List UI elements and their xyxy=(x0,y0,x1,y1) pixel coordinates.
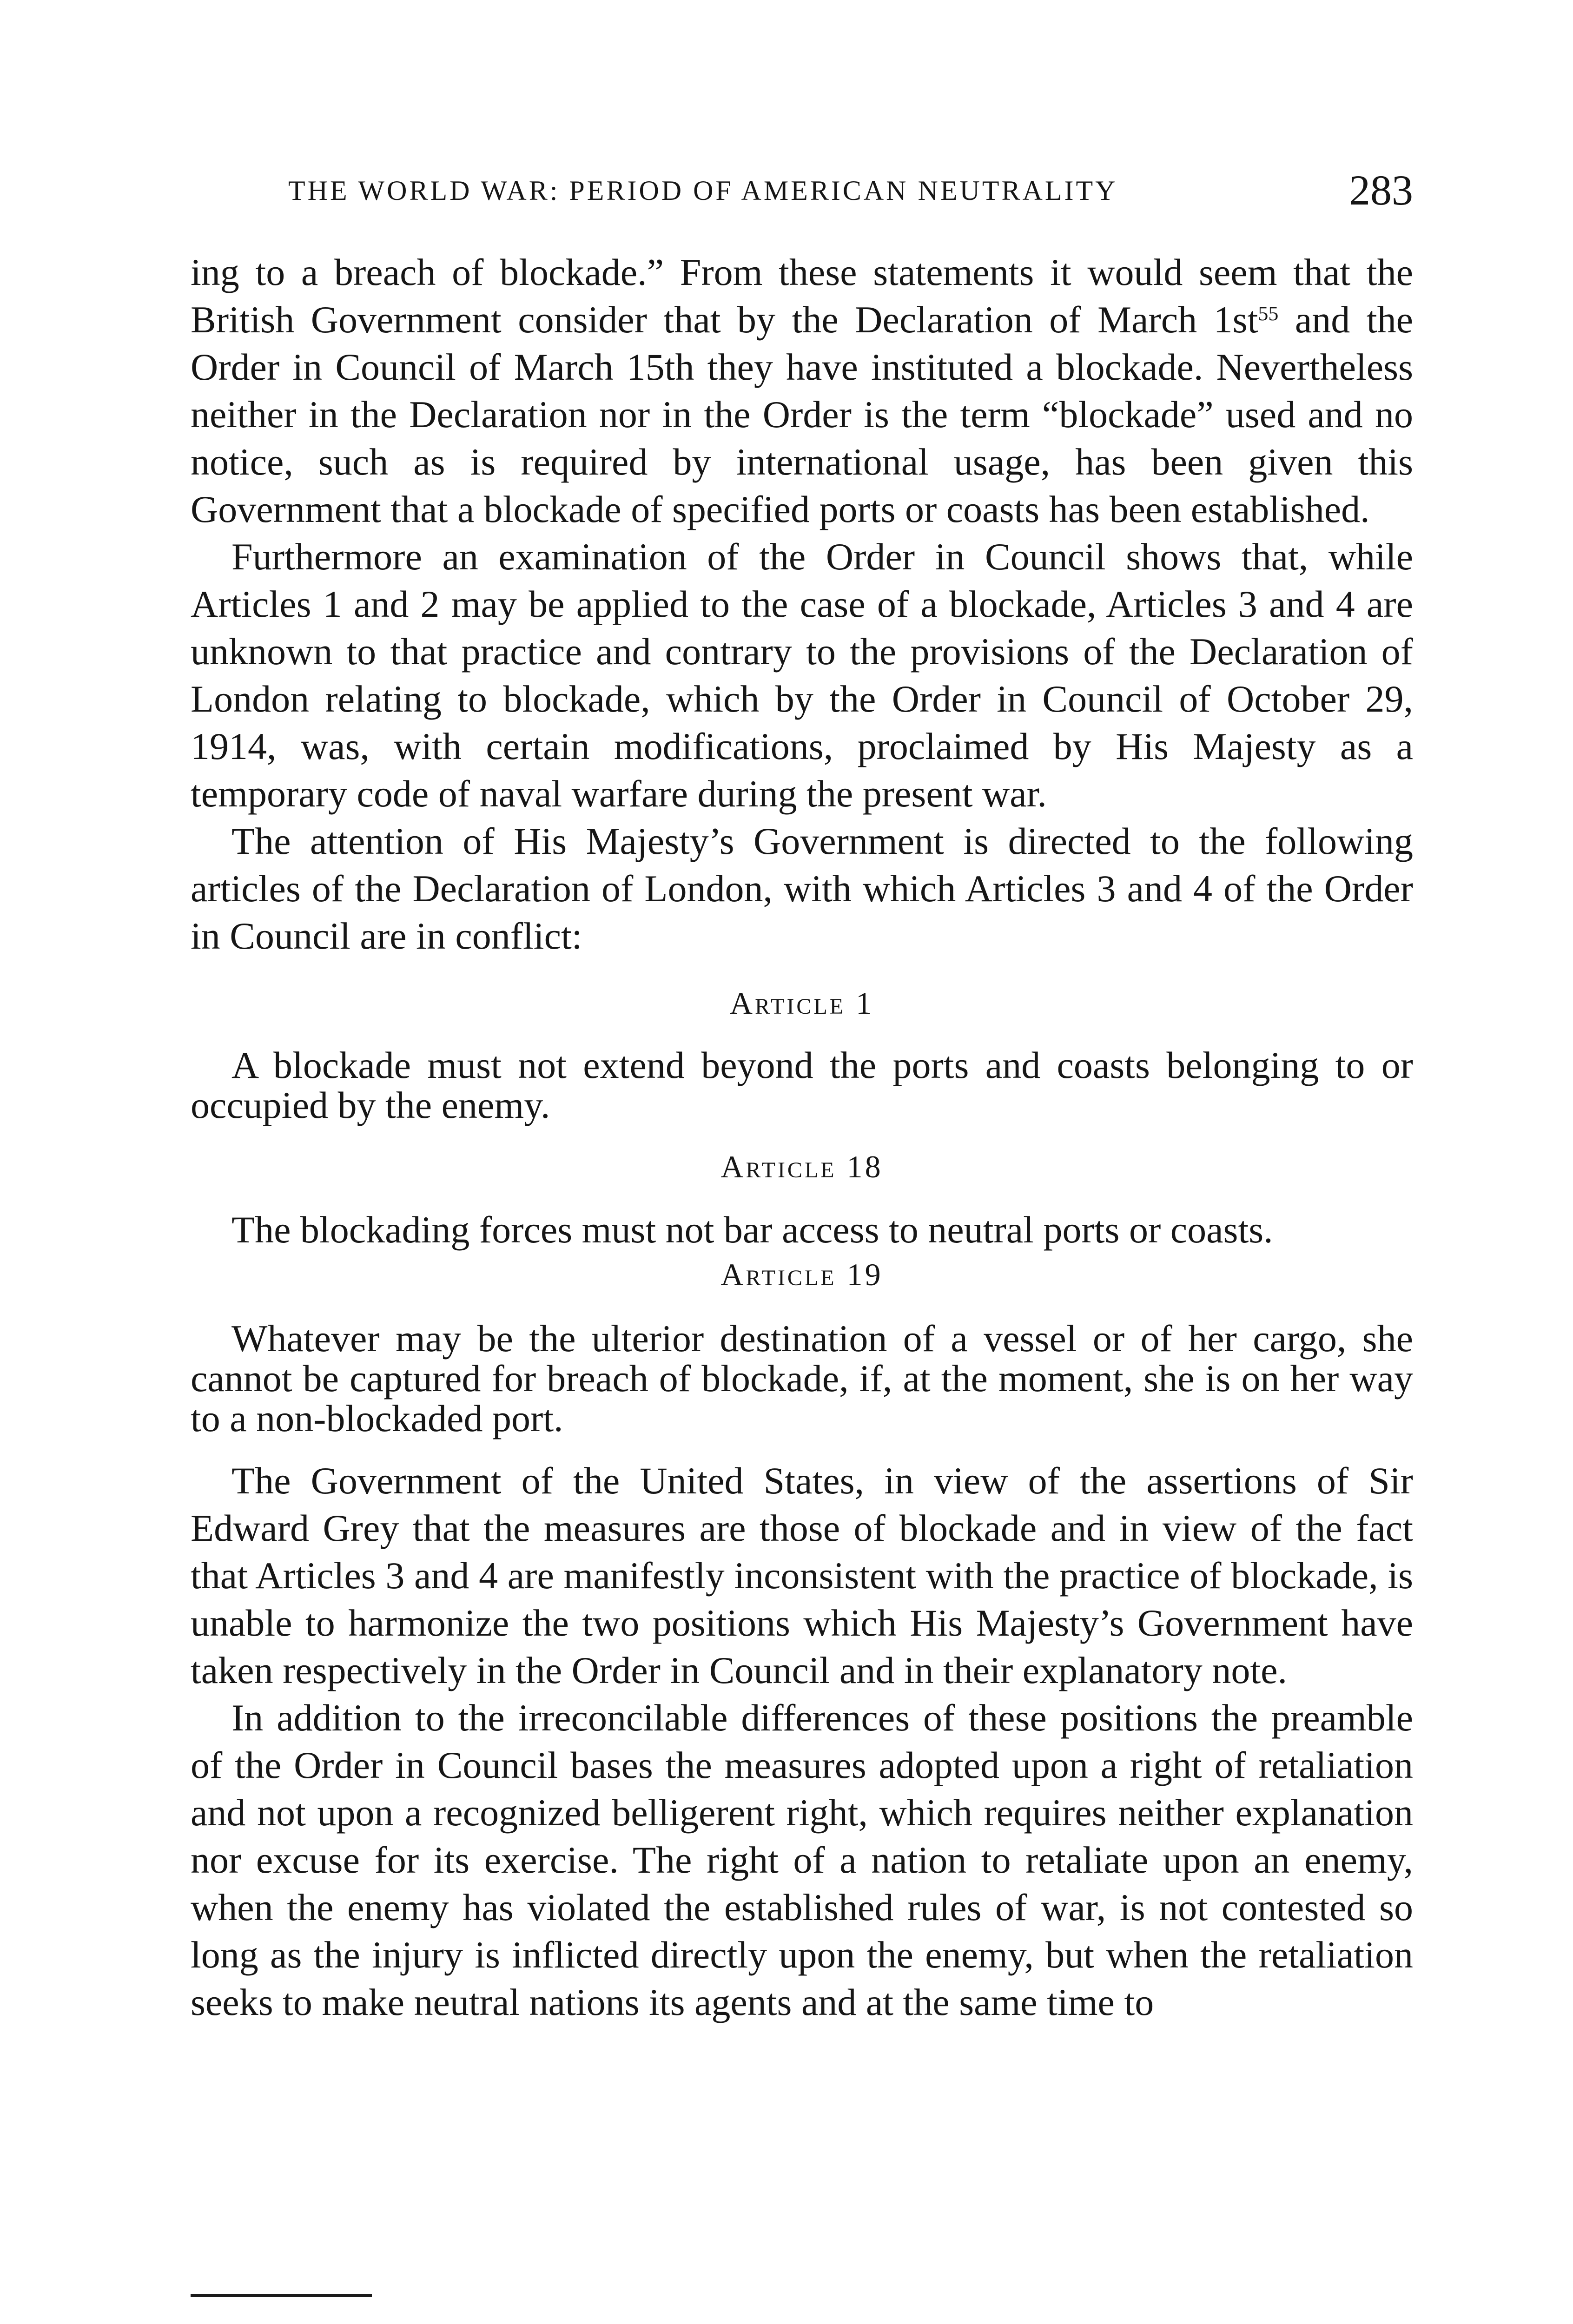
paragraph: The Government of the United States, in view of the assertions of Sir Edward Grey that the measures are those of blockade and in view of the fact that Articles 3 and 4 are manifestly inconsistent with the practice of blockade, is unable to harmonize the two positions which His Majesty’s Government have taken respectively in the Order in Council and in their explanatory note. xyxy=(191,1459,1413,1691)
running-head: THE WORLD WAR: PERIOD OF AMERICAN NEUTRALITY xyxy=(288,175,1118,206)
page-number: 283 xyxy=(1349,166,1413,214)
paragraph: In addition to the irreconcilable differences of these positions the preamble of the Order in Council bases the measures adopted upon a right of retaliation and not upon a recognized belligerent right, which requires neither explanation nor excuse for its exercise. The right of a nation to retaliate upon an enemy, when the enemy has violated the established rules of war, is not contested so long as the injury is inflicted directly upon the enemy, but when the retaliation seeks to make neutral nations its agents and at the same time to xyxy=(191,1697,1413,2023)
paragraph-text: and the Order in Council of March 15th they have instituted a blockade. Nevertheless neither in the Declaration nor in the Order is the term “blockade” used and no notice, such as is required by international usage, has been given this Government that a blockade of specified ports or coasts has been established. xyxy=(191,298,1414,530)
article-text: The blockading forces must not bar access to neutral ports or coasts. xyxy=(231,1208,1273,1251)
article-heading: Article 18 xyxy=(720,1149,883,1184)
footnote-reference: 55 xyxy=(1258,302,1279,325)
article-text: Whatever may be the ulterior destination of a vessel or of her cargo, she cannot be captured for breach of blockade, if, at the moment, she is on her way to a non-blockaded port. xyxy=(191,1317,1413,1439)
paragraph: Furthermore an examination of the Order in Council shows that, while Articles 1 and 2 may be applied to the case of a blockade, Articles 3 and 4 are unknown to that practice and contrary to the provisions of the Declaration of London relating to blockade, which by the Order in Council of October 29, 1914, was, with certain modifications, proclaimed by His Majesty as a temporary code of naval warfare during the present war. xyxy=(191,535,1413,815)
paragraph-continuation xyxy=(191,249,1413,533)
footnote-divider xyxy=(191,2294,372,2297)
paragraph: The attention of His Majesty’s Government is directed to the following articles of the Declaration of London, with which Articles 3 and 4 of the Order in Council are in conflict: xyxy=(191,820,1413,957)
body-text xyxy=(191,249,1413,2026)
paragraph-text: ing to a breach of blockade.” From these statements it would seem that the British Government consider that by the Declaration of March 1st xyxy=(191,251,1413,341)
page-header xyxy=(191,166,1413,223)
article-heading: Article 1 xyxy=(729,985,874,1021)
article-heading: Article 19 xyxy=(720,1257,883,1292)
article-text: A blockade must not extend beyond the ports and coasts belonging to or occupied by the enemy. xyxy=(191,1044,1413,1126)
